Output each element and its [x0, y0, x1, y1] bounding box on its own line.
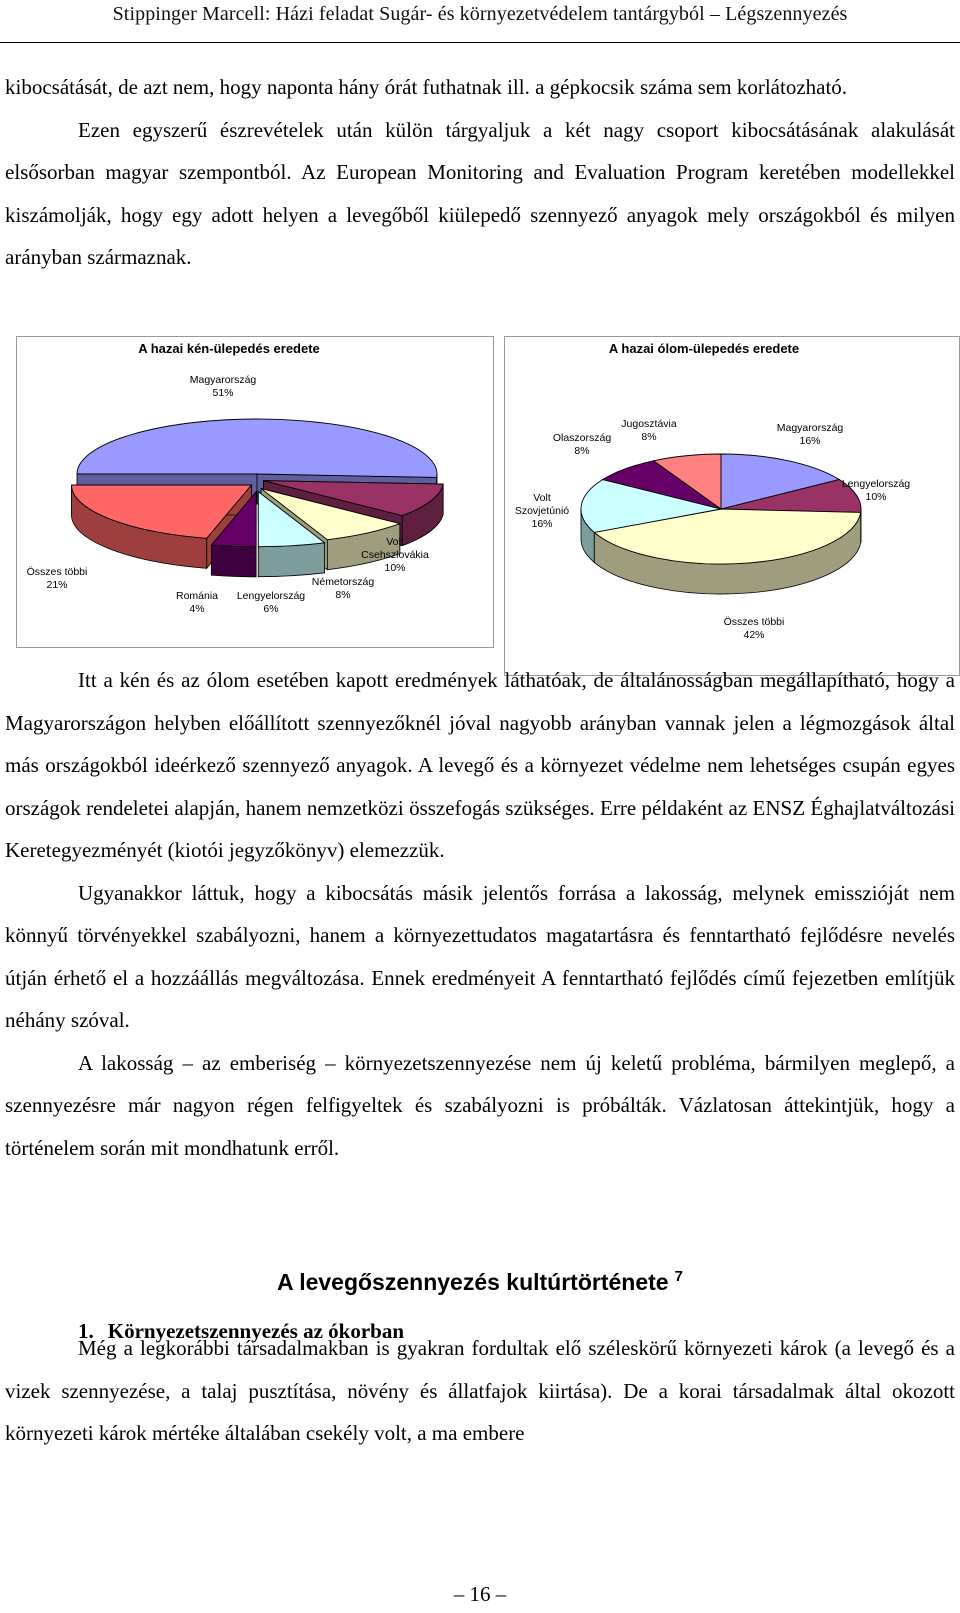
sulfur-deposition-chart [16, 336, 494, 648]
pie-slice [77, 419, 437, 477]
svg-text:42%: 42% [743, 629, 765, 641]
svg-text:Lengyelország: Lengyelország [236, 590, 306, 602]
footnote-mark[interactable]: 7 [674, 1268, 683, 1285]
lead-pie-svg [505, 337, 959, 675]
svg-text:16%: 16% [531, 518, 553, 530]
page-number: – 16 – [453, 1582, 507, 1606]
pie-slice-label [312, 576, 375, 601]
svg-text:21%: 21% [46, 579, 68, 591]
pie-slice-side [211, 545, 256, 577]
section-title-text: A levegőszennyezés kultúrtörténete [277, 1269, 669, 1295]
svg-text:8%: 8% [574, 445, 590, 457]
pie-tops [581, 454, 861, 564]
svg-text:Csehszlovákia: Csehszlovákia [361, 549, 429, 561]
paragraph: Ezen egyszerű észrevételek után külön tárgyaljuk a két nagy csoport kibocsátásának alakulását elsősorban magyar szempontból. Az European Monitoring and Evaluation Program keretében modellekkel kiszámolják, hogy egy adott helyen a levegőből kiülepedő szennyező anyagok mely országokból és milyen arányban származnak. [5, 117, 955, 269]
svg-text:Jugosztávia: Jugosztávia [621, 418, 677, 430]
pie-slice-label [27, 566, 88, 591]
text-block-top [5, 66, 955, 279]
svg-text:Összes többi: Összes többi [26, 566, 88, 578]
pie-slice-label [190, 374, 257, 399]
pie-slice-label [515, 492, 569, 530]
paragraph: Itt a kén és az ólom esetében kapott eredmények láthatóak, de általánosságban megállapítható, hogy a Magyarországon helyben előállított szennyezőknél jóval nagyobb arányban vannak jelen a légmozgások által más országokból ideérkező szennyező anyagok. A levegő és a környezet védelme nem lehetséges csupán egyes országok rendeletei alapján, hanem nemzetközi összefogás szükséges. Erre példaként az ENSZ Éghajlatváltozási Keretegyezményét (kiotói jegyzőkönyv) elemezzük. [5, 668, 955, 862]
svg-text:Szovjetúnió: Szovjetúnió [514, 505, 570, 517]
sulfur-pie-svg [17, 337, 493, 647]
svg-text:Lengyelország: Lengyelország [841, 478, 911, 490]
pie-slice-label [176, 590, 218, 615]
svg-text:4%: 4% [189, 603, 205, 615]
paragraph: Ugyanakkor láttuk, hogy a kibocsátás másik jelentős forrása a lakosság, melynek emisszióját nem könnyű törvényekkel szabályozni, hanem a környezettudatos magatartásra és fenntartható fejlődésre nevelés útján érhető el a hozzáállás megváltozása. Ennek eredményeit A fenntartható fejlődés című fejezetben említjük néhány szóval. [5, 880, 955, 1032]
svg-text:Volt: Volt [533, 492, 551, 504]
svg-text:Olaszország: Olaszország [552, 432, 612, 444]
svg-text:8%: 8% [335, 589, 351, 601]
svg-text:Volt: Volt [386, 536, 404, 548]
pie-slice-label [237, 590, 305, 615]
svg-text:10%: 10% [384, 562, 406, 574]
chart-title: A hazai ólom-ülepedés eredete [608, 341, 800, 356]
pie-slice-label [553, 432, 612, 457]
svg-text:Németország: Németország [311, 576, 375, 588]
svg-text:8%: 8% [641, 431, 657, 443]
paragraph: A lakosság – az emberiség – környezetszennyezése nem új keletű probléma, bármilyen meglepő, a szennyezésre már nagyon régen felfigyeltek és szabályozni is próbálták. Vázlatosan áttekintjük, hogy a történelem során mit mondhatunk erről. [5, 1050, 955, 1160]
text-block-bottom [5, 1327, 955, 1455]
pie-slice-label [724, 616, 785, 641]
section-title [0, 1268, 960, 1296]
svg-text:Románia: Románia [175, 590, 219, 602]
svg-text:Összes többi: Összes többi [723, 616, 785, 628]
subsection-number: 1. [78, 1319, 94, 1343]
chart-title: A hazai kén-ülepedés eredete [138, 341, 320, 356]
pie-slice-label [777, 422, 844, 447]
svg-text:Magyarország: Magyarország [189, 374, 257, 386]
running-header: Stippinger Marcell: Házi feladat Sugár- és környezetvédelem tantárgyból – Légszennyezés [112, 3, 848, 25]
subsection-title: Környezetszennyezés az ókorban [107, 1319, 405, 1343]
text-block-middle [5, 659, 955, 1169]
svg-text:6%: 6% [263, 603, 279, 615]
pie-slice-label [621, 418, 677, 443]
svg-text:Magyarország: Magyarország [776, 422, 844, 434]
svg-text:10%: 10% [865, 491, 887, 503]
svg-text:51%: 51% [212, 387, 234, 399]
pie-slice-side [258, 543, 324, 577]
lead-deposition-chart [504, 336, 960, 676]
header-rule [0, 42, 960, 43]
svg-text:16%: 16% [799, 435, 821, 447]
paragraph: kibocsátását, de azt nem, hogy naponta hány órát futhatnak ill. a gépkocsik száma sem korlátozható. [5, 75, 848, 99]
paragraph: Még a legkorábbi társadalmakban is gyakran fordultak elő széleskörű környezeti károk (a levegő és a vizek szennyezése, a talaj pusztítása, növény és állatfajok kiirtása). De a korai társadalmak által okozott környezeti károk mértéke általában csekély volt, a ma embere [5, 1336, 955, 1445]
